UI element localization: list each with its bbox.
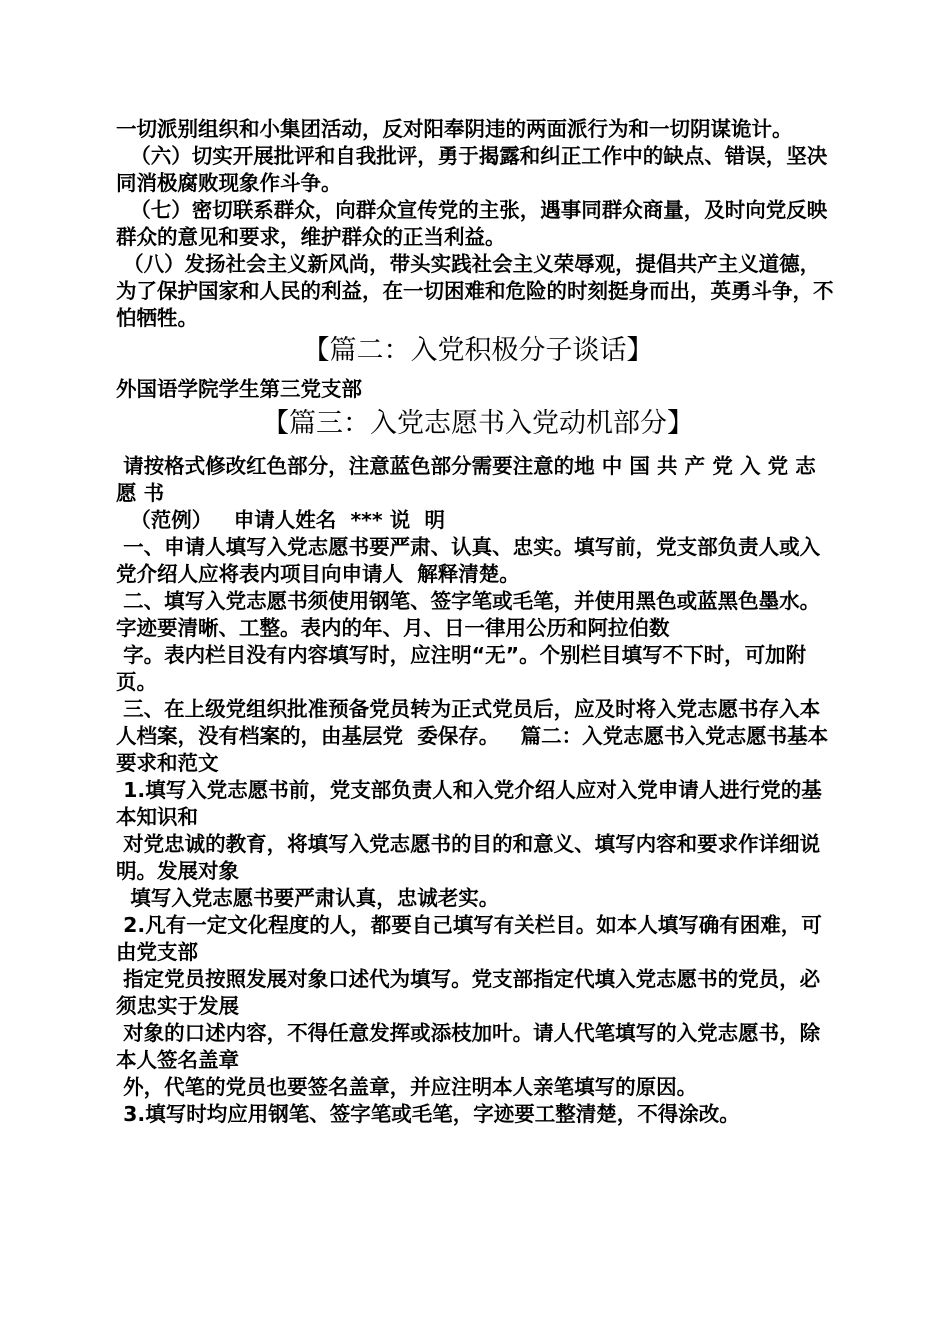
paragraph-item-6: （六）切实开展批评和自我批评，勇于揭露和纠正工作中的缺点、错误，坚决同消极腐败现象作斗争。 — [116, 144, 828, 195]
paragraph-note-3: 三、在上级党组织批准预备党员转为正式党员后，应及时将入党志愿书存入本人档案，没有档案的，由基层党 委保存。 篇二：入党志愿书入党志愿书基本要求和范文 — [116, 697, 829, 775]
paragraph-item-8: （八）发扬社会主义新风尚，带头实践社会主义荣辱观，提倡共产主义道德，为了保护国家和人民的利益，在一切困难和危险的时刻挺身而出，英勇斗争，不怕牺牲。 — [116, 252, 834, 330]
paragraph-req-2: 2.凡有一定文化程度的人，都要自己填写有关栏目。如本人填写确有困难，可由党支部 — [116, 913, 822, 964]
paragraph-instruction: 请按格式修改红色部分，注意蓝色部分需要注意的地 中 国 共 产 党 入 党 志 愿 书 — [116, 454, 823, 505]
section-heading-part-3: 【篇三：入党志愿书入党动机部分】 — [262, 408, 694, 439]
paragraph-note-2-cont: 字。表内栏目没有内容填写时，应注明“无”。个别栏目填写不下时，可加附页。 — [116, 643, 807, 694]
paragraph-req-2-cont-2: 对象的口述内容，不得任意发挥或添枝加叶。请人代笔填写的入党志愿书，除本人签名盖章 — [116, 1021, 821, 1072]
document-page — [116, 116, 840, 1128]
paragraph-1: 一切派别组织和小集团活动，反对阳奉阴违的两面派行为和一切阴谋诡计。 — [116, 117, 793, 141]
paragraph-note-2: 二、填写入党志愿书须使用钢笔、签字笔或毛笔，并使用黑色或蓝黑色墨水。字迹要清晰、工整。表内的年、月、日一律用公历和阿拉伯数 — [116, 589, 821, 640]
paragraph-req-2-cont: 指定党员按照发展对象口述代为填写。党支部指定代填入党志愿书的党员，必须忠实于发展 — [116, 967, 821, 1018]
paragraph-req-2-cont-3: 外，代笔的党员也要签名盖章，并应注明本人亲笔填写的原因。 — [116, 1075, 698, 1099]
branch-name: 外国语学院学生第三党支部 — [116, 377, 362, 401]
paragraph-req-1-cont-2: 填写入党志愿书要严肃认真，忠诚老实。 — [116, 886, 500, 910]
paragraph-item-7: （七）密切联系群众，向群众宣传党的主张，遇事同群众商量，及时向党反映群众的意见和要求，维护群众的正当利益。 — [116, 198, 828, 249]
paragraph-req-3: 3.填写时均应用钢笔、签字笔或毛笔，字迹要工整清楚，不得涂改。 — [116, 1102, 740, 1126]
section-heading-part-2: 【篇二：入党积极分子谈话】 — [302, 335, 654, 366]
paragraph-example-header: （范例） 申请人姓名 *** 说 明 — [116, 508, 446, 532]
paragraph-req-1: 1.填写入党志愿书前，党支部负责人和入党介绍人应对入党申请人进行党的基本知识和 — [116, 778, 822, 829]
paragraph-req-1-cont: 对党忠诚的教育，将填写入党志愿书的目的和意义、填写内容和要求作详细说明。发展对象 — [116, 832, 821, 883]
paragraph-note-1: 一、申请人填写入党志愿书要严肃、认真、忠实。填写前，党支部负责人或入党介绍人应将表内项目向申请人 解释清楚。 — [116, 535, 821, 586]
